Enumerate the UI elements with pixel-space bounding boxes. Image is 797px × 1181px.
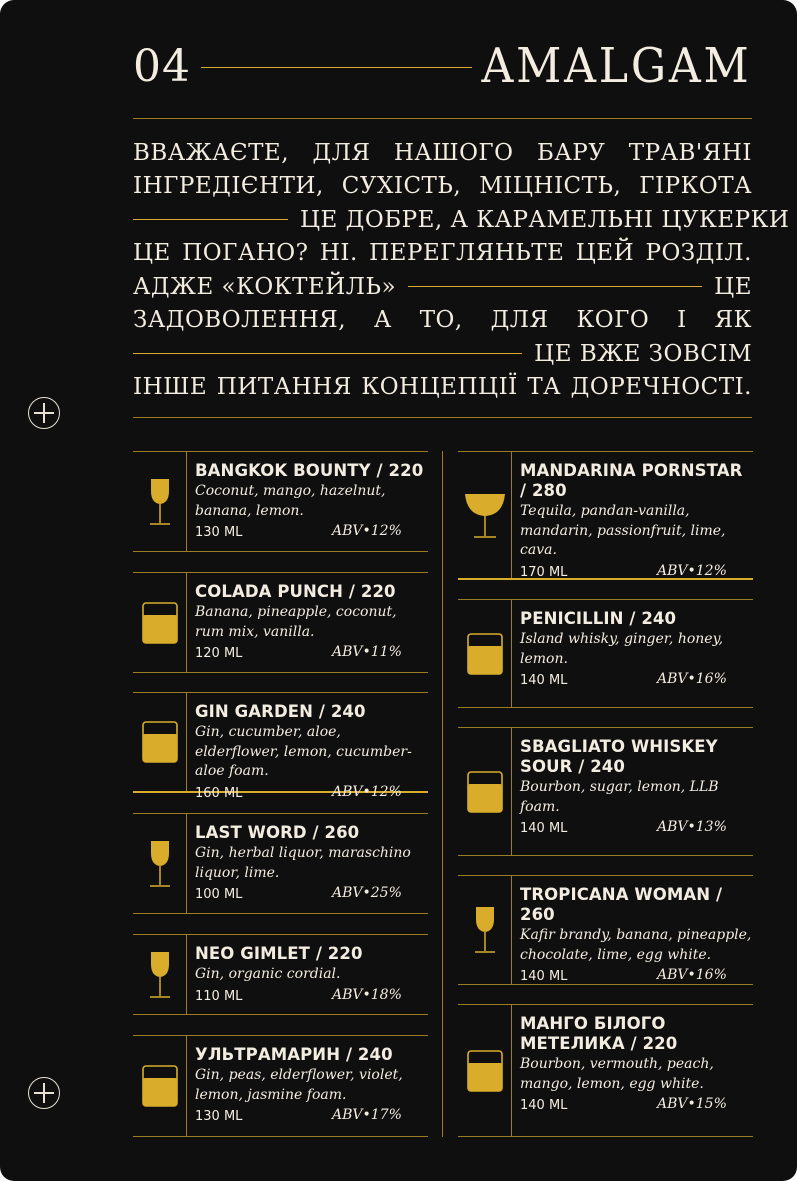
cocktail-card[interactable] bbox=[458, 451, 753, 580]
cocktail-abv: ABV•18% bbox=[332, 986, 402, 1003]
plus-circle-icon[interactable] bbox=[28, 397, 60, 429]
cocktail-info bbox=[195, 582, 428, 663]
cocktail-card[interactable] bbox=[133, 692, 428, 801]
glass-icon-cell bbox=[458, 876, 512, 984]
intro-line: ІНГРЕДІЄНТИ, СУХІСТЬ, МІЦНІСТЬ, ГІРКОТА bbox=[133, 173, 752, 200]
plus-circle-icon[interactable] bbox=[28, 1077, 60, 1109]
cocktail-card[interactable] bbox=[133, 813, 428, 914]
cocktail-volume: 120 ML bbox=[195, 646, 243, 661]
glass-icon-cell bbox=[458, 452, 512, 578]
intro-text bbox=[133, 136, 790, 404]
glass-icon-cell bbox=[458, 600, 512, 707]
cocktail-ingredients: Gin, peas, elderflower, violet, lemon, jasmine foam. bbox=[195, 1067, 403, 1103]
glass-icon-cell bbox=[133, 452, 187, 551]
rocks-glass-icon bbox=[142, 721, 178, 763]
cocktail-ingredients: Banana, pineapple, coconut, rum mix, vanilla. bbox=[195, 604, 397, 640]
cocktail-ingredients: Gin, herbal liquor, maraschino liquor, lime. bbox=[195, 845, 411, 881]
rocks-glass-icon bbox=[142, 602, 178, 644]
cocktail-info bbox=[195, 823, 428, 904]
cocktail-name: GIN GARDEN / 240 bbox=[195, 702, 366, 721]
cocktail-name: PENICILLIN / 240 bbox=[520, 609, 677, 628]
cocktail-volume: 160 ML bbox=[195, 785, 243, 801]
cocktail-info bbox=[520, 885, 753, 986]
coupe-glass-icon bbox=[463, 490, 507, 540]
glass-icon-cell bbox=[133, 814, 187, 913]
cocktail-meta bbox=[195, 783, 428, 803]
cocktail-meta bbox=[520, 670, 753, 690]
cocktail-name: LAST WORD / 260 bbox=[195, 823, 360, 842]
rocks-glass-icon bbox=[142, 1065, 178, 1107]
cocktail-card[interactable] bbox=[133, 572, 428, 673]
intro-line: ЦЕ ВЖЕ ЗОВСІМ bbox=[133, 337, 752, 371]
cocktail-card[interactable] bbox=[458, 875, 753, 985]
intro-line: ЗАДОВОЛЕННЯ, А ТО, ДЛЯ КОГО І ЯК bbox=[133, 307, 752, 334]
cocktail-card[interactable] bbox=[458, 599, 753, 708]
cocktail-volume: 100 ML bbox=[195, 887, 243, 902]
cocktail-info bbox=[195, 944, 428, 1006]
cocktail-abv: ABV•12% bbox=[657, 562, 727, 579]
glass-icon-cell bbox=[133, 693, 187, 791]
cocktail-volume: 170 ML bbox=[520, 564, 568, 580]
cocktail-abv: ABV•12% bbox=[332, 523, 402, 539]
intro-rule bbox=[133, 353, 522, 354]
cocktail-meta bbox=[195, 522, 428, 542]
wine-glass-icon bbox=[147, 839, 173, 889]
cocktail-abv: ABV•25% bbox=[332, 885, 402, 901]
cocktail-meta bbox=[520, 966, 753, 986]
cocktail-meta bbox=[520, 818, 753, 838]
cocktail-info bbox=[195, 1045, 428, 1126]
cocktail-info bbox=[520, 1014, 753, 1115]
cocktail-ingredients: Tequila, pandan-vanilla, mandarin, passionfruit, lime, cava. bbox=[520, 503, 726, 558]
section-title: AMALGAM bbox=[481, 38, 752, 94]
rocks-glass-icon bbox=[467, 771, 503, 813]
rocks-glass-icon bbox=[467, 633, 503, 675]
glass-icon-cell bbox=[133, 573, 187, 672]
cocktail-abv: ABV•17% bbox=[332, 1107, 402, 1123]
cocktail-ingredients: Kafir brandy, banana, pineapple, chocolate, lime, egg white. bbox=[520, 927, 752, 963]
cocktail-name: COLADA PUNCH / 220 bbox=[195, 582, 396, 601]
glass-icon-cell bbox=[458, 728, 512, 855]
intro-line: АДЖЕ «КОКТЕЙЛЬ» ЦЕ bbox=[133, 273, 752, 300]
cocktail-name: МАНГО БІЛОГО МЕТЕЛИКА / 220 bbox=[520, 1014, 678, 1053]
cocktail-volume: 140 ML bbox=[520, 1098, 568, 1113]
cocktail-ingredients: Coconut, mango, hazelnut, banana, lemon. bbox=[195, 483, 386, 519]
section-number: 04 bbox=[133, 41, 191, 92]
cocktail-info bbox=[520, 609, 753, 690]
divider bbox=[133, 417, 752, 418]
cocktail-abv: ABV•15% bbox=[657, 1096, 727, 1112]
cocktail-card[interactable] bbox=[133, 934, 428, 1015]
cocktail-meta bbox=[195, 884, 428, 904]
cocktail-name: MANDARINA PORNSTAR / 280 bbox=[520, 461, 743, 500]
section-header bbox=[133, 30, 752, 100]
cocktail-meta bbox=[520, 1095, 753, 1115]
cocktail-abv: ABV•16% bbox=[657, 671, 727, 687]
glass-icon-cell bbox=[133, 935, 187, 1014]
glass-icon-cell bbox=[458, 1005, 512, 1136]
cocktail-info bbox=[195, 702, 428, 803]
cocktail-abv: ABV•16% bbox=[657, 967, 727, 983]
intro-rule bbox=[408, 286, 702, 287]
column-divider bbox=[442, 451, 443, 1137]
cocktail-name: NEO GIMLET / 220 bbox=[195, 944, 363, 963]
cocktail-volume: 140 ML bbox=[520, 821, 568, 836]
cocktail-card[interactable] bbox=[133, 451, 428, 552]
cocktail-ingredients: Gin, cucumber, aloe, elderflower, lemon, cucumber-aloe foam. bbox=[195, 724, 412, 779]
wine-glass-icon bbox=[472, 905, 498, 955]
cocktail-card[interactable] bbox=[458, 727, 753, 856]
cocktail-volume: 130 ML bbox=[195, 525, 243, 540]
cocktail-ingredients: Bourbon, vermouth, peach, mango, lemon, egg white. bbox=[520, 1056, 714, 1092]
cocktail-meta bbox=[195, 643, 428, 663]
cocktail-info bbox=[520, 461, 753, 582]
cocktail-abv: ABV•12% bbox=[332, 783, 402, 800]
cocktail-card[interactable] bbox=[458, 1004, 753, 1137]
cocktail-volume: 140 ML bbox=[520, 969, 568, 984]
cocktail-volume: 110 ML bbox=[195, 988, 243, 1004]
intro-line: ВВАЖАЄТЕ, ДЛЯ НАШОГО БАРУ ТРАВ'ЯНІ bbox=[133, 139, 752, 166]
cocktail-meta bbox=[195, 1106, 428, 1126]
header-rule bbox=[201, 67, 472, 68]
intro-line: ЦЕ ПОГАНО? НІ. ПЕРЕГЛЯНЬТЕ ЦЕЙ РОЗДІЛ. bbox=[133, 240, 752, 267]
rocks-glass-icon bbox=[467, 1050, 503, 1092]
intro-rule bbox=[133, 219, 288, 220]
cocktail-name: SBAGLIATO WHISKEY SOUR / 240 bbox=[520, 737, 718, 776]
cocktail-meta bbox=[520, 562, 753, 582]
cocktail-info bbox=[520, 737, 753, 838]
wine-glass-icon bbox=[147, 477, 173, 527]
divider bbox=[133, 118, 752, 119]
cocktail-volume: 130 ML bbox=[195, 1109, 243, 1124]
intro-line: ЦЕ ДОБРЕ, А КАРАМЕЛЬНІ ЦУКЕРКИ bbox=[133, 203, 752, 237]
cocktail-ingredients: Island whisky, ginger, honey, lemon. bbox=[520, 631, 724, 667]
cocktail-name: TROPICANA WOMAN / 260 bbox=[520, 885, 723, 924]
cocktail-abv: ABV•11% bbox=[332, 644, 402, 660]
cocktail-ingredients: Gin, organic cordial. bbox=[195, 966, 341, 982]
cocktail-info bbox=[195, 461, 428, 542]
cocktail-name: УЛЬТРАМАРИН / 240 bbox=[195, 1045, 393, 1064]
cocktail-meta bbox=[195, 986, 428, 1006]
glass-icon-cell bbox=[133, 1036, 187, 1136]
intro-line: ІНШЕ ПИТАННЯ КОНЦЕПЦІЇ ТА ДОРЕЧНОСТІ. bbox=[133, 374, 752, 401]
cocktail-ingredients: Bourbon, sugar, lemon, LLB foam. bbox=[520, 779, 719, 815]
wine-glass-icon bbox=[147, 950, 173, 1000]
cocktail-card[interactable] bbox=[133, 1035, 428, 1137]
cocktail-abv: ABV•13% bbox=[657, 819, 727, 835]
cocktail-volume: 140 ML bbox=[520, 673, 568, 688]
cocktail-name: BANGKOK BOUNTY / 220 bbox=[195, 461, 424, 480]
